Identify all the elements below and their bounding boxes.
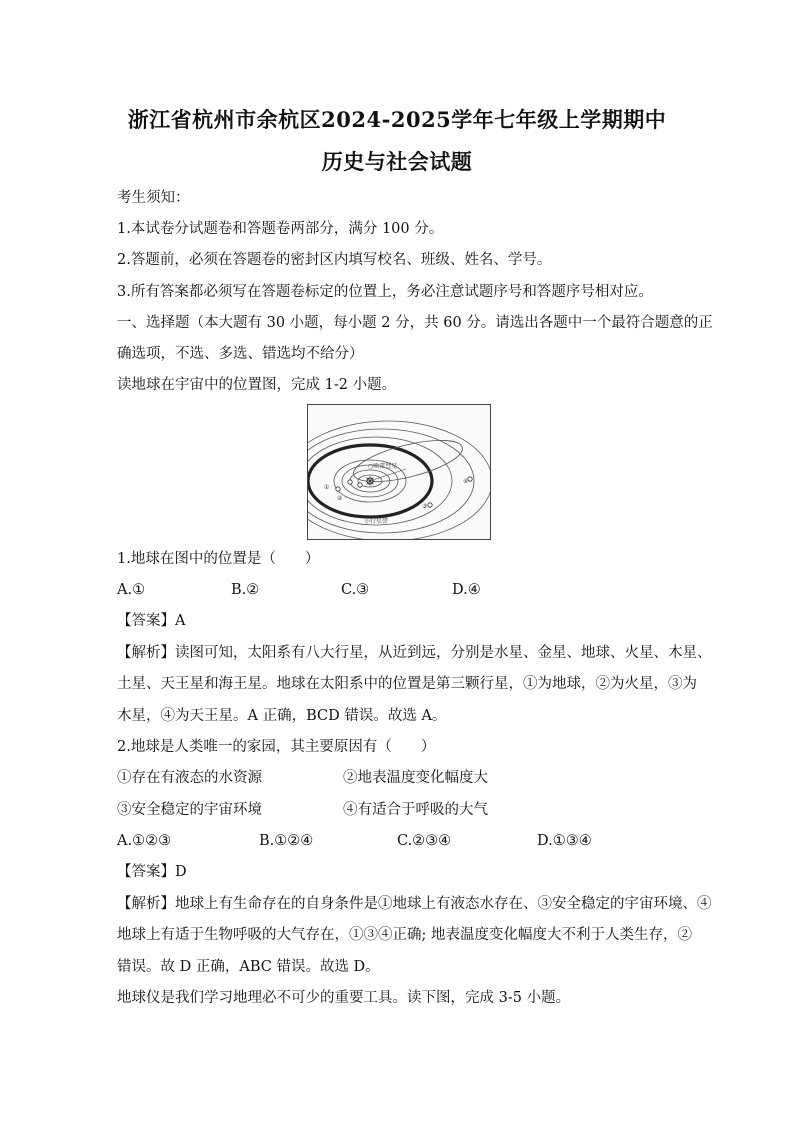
- planet-marker: [468, 477, 472, 481]
- choice-item: ②地表温度变化幅度大: [343, 770, 488, 786]
- answer: 【答案】D: [117, 864, 187, 880]
- notice-item: 3.所有答案都必须写在答题卷标定的位置上，务必注意试题序号和答题序号相对应。: [117, 284, 653, 300]
- analysis-line: 土星、天王星和海王星。地球在太阳系中的位置是第三颗行星，①为地球，②为火星，③为: [117, 676, 697, 692]
- choice-item: ③安全稳定的宇宙环境: [117, 802, 262, 818]
- solar-system-diagram: [308, 405, 490, 539]
- choice-item: ④有适合于呼吸的大气: [343, 802, 488, 818]
- comet-label: ○哈雷彗星: [368, 463, 398, 470]
- next-section-intro: 地球仪是我们学习地理必不可少的重要工具。读下图，完成 3-5 小题。: [117, 990, 571, 1006]
- page-title: 浙江省杭州市余杭区2024-2025学年七年级上学期期中: [127, 107, 667, 132]
- planet-marker: [358, 483, 362, 487]
- choice-item: ①存在有液态的水资源: [117, 770, 262, 786]
- marker-label: ④: [463, 478, 469, 485]
- marker-label: ③: [422, 503, 428, 510]
- asteroid-belt-label: 小行星带: [364, 518, 389, 525]
- planet-marker: [428, 503, 432, 507]
- option-c: C.③: [341, 582, 370, 598]
- analysis-line: 地球上有适于生物呼吸的大气存在，①③④正确; 地表温度变化幅度大不利于人类生存，②: [117, 927, 692, 943]
- question-stem: 2.地球是人类唯一的家园，其主要原因有（ ）: [117, 739, 436, 755]
- marker-label: ①: [324, 484, 330, 491]
- analysis-line: 【解析】读图可知，太阳系有八大行星，从近到远，分别是水星、金星、地球、火星、木星、: [117, 645, 712, 661]
- option-a: A.①②③: [117, 833, 172, 849]
- answer: 【答案】A: [117, 613, 186, 629]
- option-b: B.②: [231, 582, 260, 598]
- solar-system-figure: [307, 404, 491, 540]
- analysis-line: 错误。故 D 正确，ABC 错误。故选 D。: [117, 959, 380, 975]
- figure-intro: 读地球在宇宙中的位置图，完成 1-2 小题。: [117, 377, 397, 393]
- section-heading-cont: 确选项，不选、多选、错选均不给分）: [117, 346, 364, 362]
- notice-item: 1.本试卷分试题卷和答题卷两部分，满分 100 分。: [117, 221, 444, 237]
- analysis-line: 木星，④为天王星。A 正确，BCD 错误。故选 A。: [117, 708, 447, 724]
- section-heading: 一、选择题（本大题有 30 小题，每小题 2 分，共 60 分。请选出各题中一个最符合题意的正: [117, 315, 713, 331]
- page-subtitle: 历史与社会试题: [321, 149, 473, 174]
- notice-item: 2.答题前，必须在答题卷的密封区内填写校名、班级、姓名、学号。: [117, 252, 552, 268]
- option-a: A.①: [117, 582, 146, 598]
- option-c: C.②③④: [397, 833, 452, 849]
- option-b: B.①②④: [259, 833, 314, 849]
- analysis-line: 【解析】地球上有生命存在的自身条件是①地球上有液态水存在、③安全稳定的宇宙环境、④: [117, 896, 712, 912]
- planet-marker: [348, 480, 352, 484]
- planet-marker: [336, 487, 340, 491]
- marker-label: ②: [337, 495, 343, 502]
- notice-heading: 考生须知：: [117, 190, 190, 206]
- option-d: D.④: [452, 582, 481, 598]
- option-d: D.①③④: [537, 833, 592, 849]
- question-stem: 1.地球在图中的位置是（ ）: [117, 551, 320, 567]
